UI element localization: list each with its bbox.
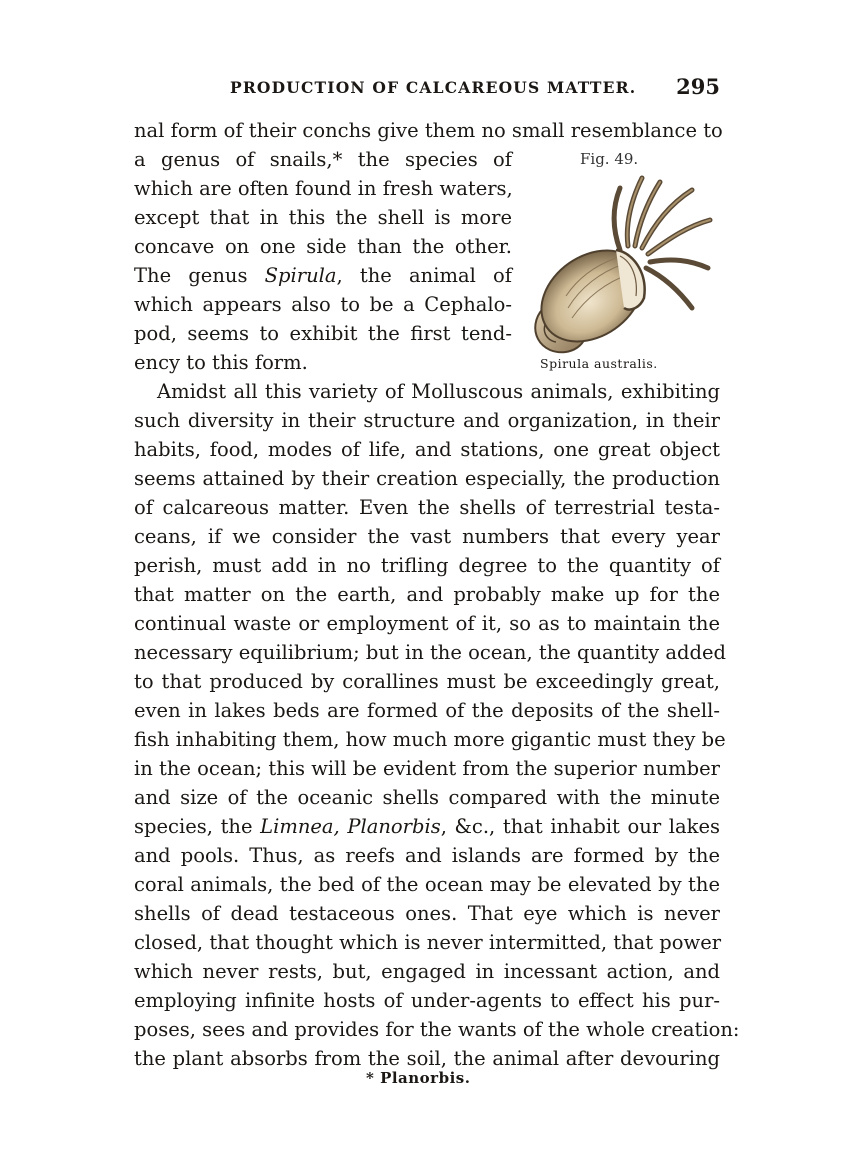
spirula-illustration xyxy=(520,168,720,356)
text-line: poses, sees and provides for the wants of the whole creation: xyxy=(134,1018,740,1041)
text-line: habits, food, modes of life, and stations, one great object xyxy=(134,438,720,461)
text-line: The genus Spirula, the animal of xyxy=(134,264,512,287)
text-line: fish inhabiting them, how much more gigantic must they be xyxy=(134,728,726,751)
text-line: continual waste or employment of it, so as to maintain the xyxy=(134,612,720,635)
text-line: which appears also to be a Cephalo- xyxy=(134,293,512,316)
text-line: perish, must add in no trifling degree to the quantity of xyxy=(134,554,720,577)
genus-names: Limnea, Planorbis xyxy=(260,815,441,838)
page-number: 295 xyxy=(676,74,720,99)
text-line: seems attained by their creation especially, the production xyxy=(134,467,720,490)
text-line: in the ocean; this will be evident from the superior number xyxy=(134,757,720,780)
text-line: nal form of their conchs give them no small resemblance to xyxy=(134,119,723,142)
text-line: that matter on the earth, and probably make up for the xyxy=(134,583,720,606)
text-line: such diversity in their structure and organization, in their xyxy=(134,409,720,432)
text-line: employing infinite hosts of under-agents to effect his pur- xyxy=(134,989,720,1012)
genus-name: Spirula xyxy=(264,264,337,287)
text-line: pod, seems to exhibit the first tend- xyxy=(134,322,512,345)
text-line: and size of the oceanic shells compared with the minute xyxy=(134,786,720,809)
text-line: species, the Limnea, Planorbis, &c., that inhabit our lakes xyxy=(134,815,721,838)
figure-caption: Spirula australis. xyxy=(540,356,658,371)
text-line: the plant absorbs from the soil, the animal after devouring xyxy=(134,1047,720,1070)
text-line: which are often found in fresh waters, xyxy=(134,177,513,200)
text-line: a genus of snails,* the species of xyxy=(134,148,512,171)
text-line: which never rests, but, engaged in incessant action, and xyxy=(134,960,720,983)
text-line: Amidst all this variety of Molluscous animals, exhibiting xyxy=(157,380,720,403)
footnote: * Planorbis. xyxy=(366,1069,471,1087)
figure-49 xyxy=(520,146,720,376)
text-line: closed, that thought which is never intermitted, that power xyxy=(134,931,722,954)
text-line: ency to this form. xyxy=(134,351,308,374)
figure-label: Fig. 49. xyxy=(580,150,639,168)
text-line: even in lakes beds are formed of the deposits of the shell- xyxy=(134,699,720,722)
text-line: except that in this the shell is more xyxy=(134,206,512,229)
text-line: of calcareous matter. Even the shells of terrestrial testa- xyxy=(134,496,720,519)
text-line: and pools. Thus, as reefs and islands are formed by the xyxy=(134,844,720,867)
text-line: to that produced by corallines must be exceedingly great, xyxy=(134,670,720,693)
text-line: shells of dead testaceous ones. That eye which is never xyxy=(134,902,720,925)
page-header xyxy=(134,74,720,102)
text-line: ceans, if we consider the vast numbers that every year xyxy=(134,525,720,548)
running-head: PRODUCTION OF CALCAREOUS MATTER. xyxy=(230,78,637,97)
text-line: necessary equilibrium; but in the ocean, the quantity added xyxy=(134,641,726,664)
text-line: concave on one side than the other. xyxy=(134,235,512,258)
text-line: coral animals, the bed of the ocean may be elevated by the xyxy=(134,873,720,896)
